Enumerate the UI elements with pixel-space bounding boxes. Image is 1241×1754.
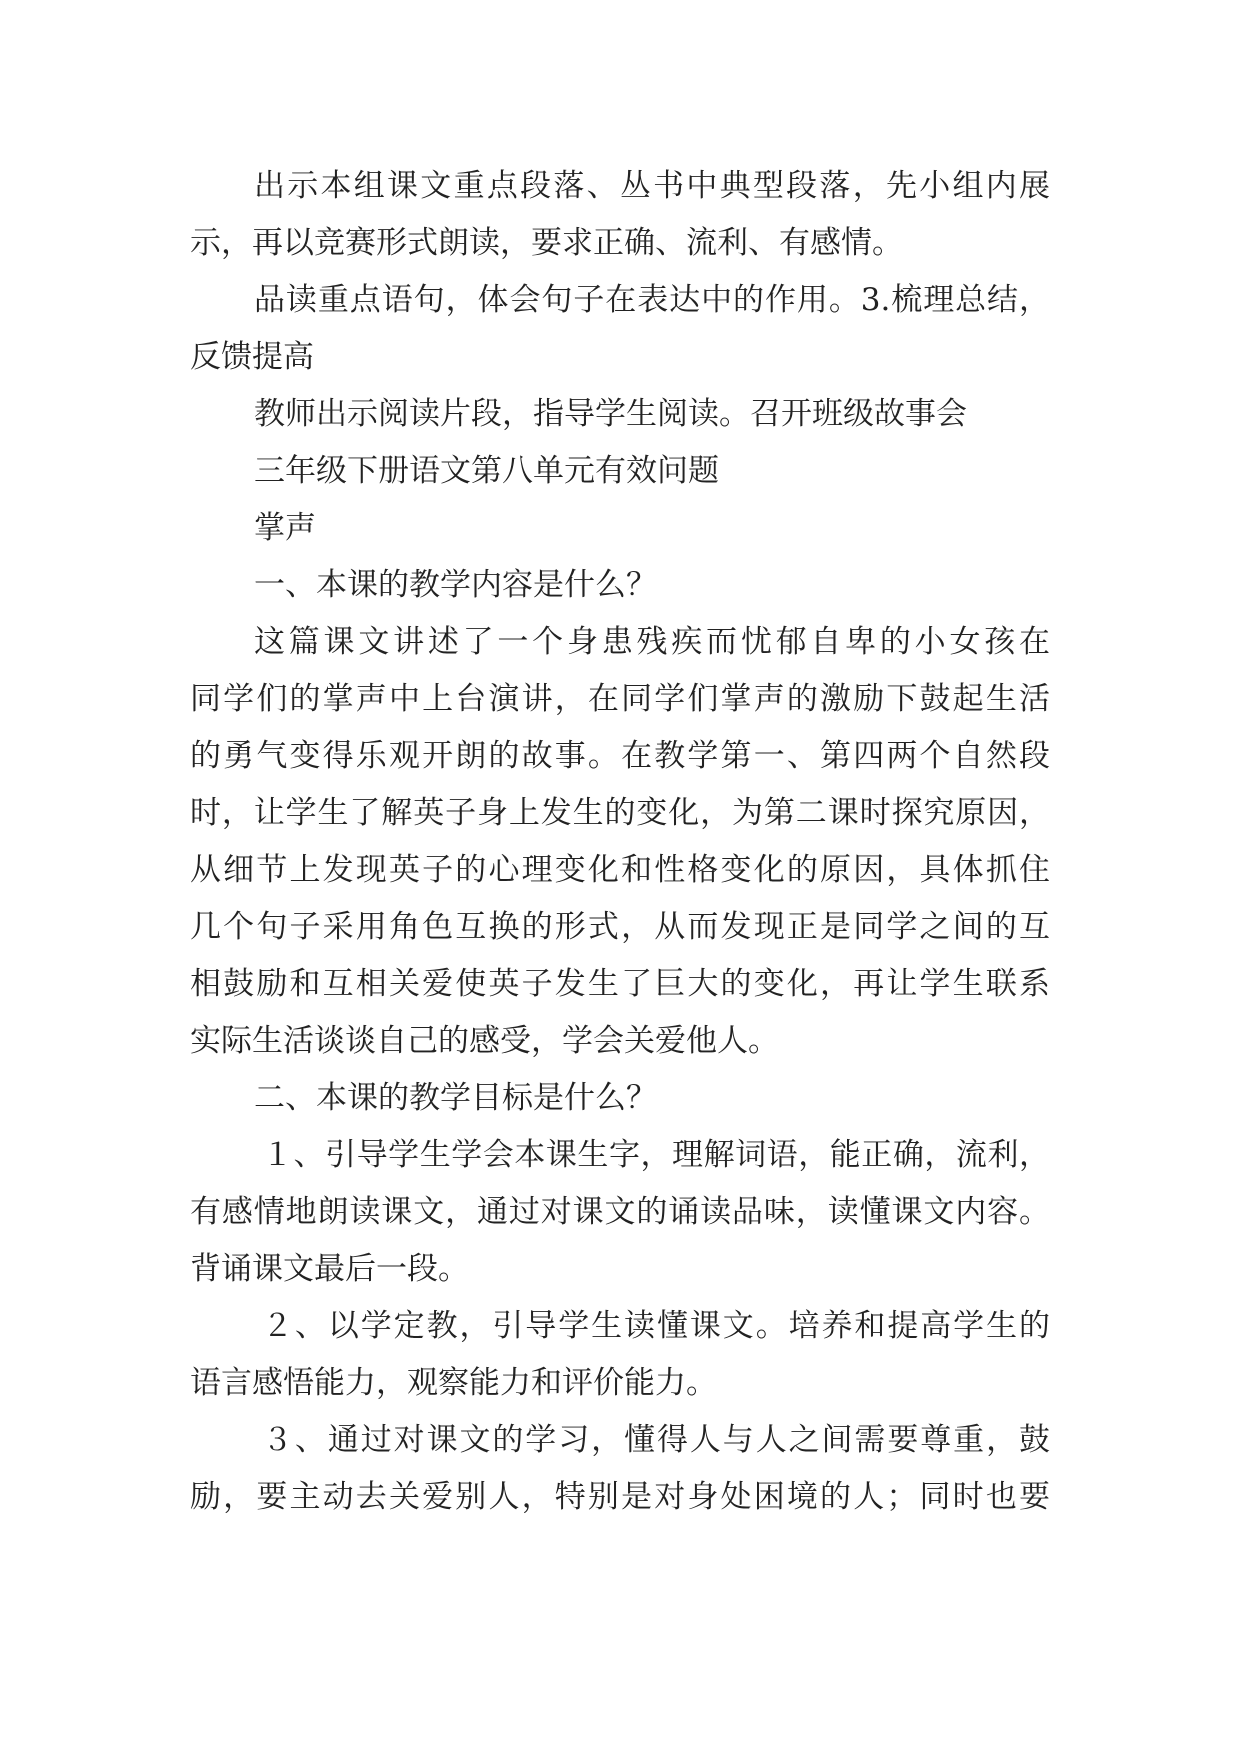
paragraph-line: 示，再以竞赛形式朗读，要求正确、流利、有感情。 xyxy=(190,225,903,261)
paragraph-line: 几个句子采用角色互换的形式，从而发现正是同学之间的互 xyxy=(190,909,1050,945)
paragraph-line: 有感情地朗读课文，通过对课文的诵读品味，读懂课文内容。 xyxy=(190,1194,1050,1230)
paragraph-line: 相鼓励和互相关爱使英子发生了巨大的变化，再让学生联系 xyxy=(190,966,1050,1002)
paragraph-line: 实际生活谈谈自己的感受，学会关爱他人。 xyxy=(190,1023,779,1059)
paragraph-line: 同学们的掌声中上台演讲，在同学们掌声的激励下鼓起生活 xyxy=(190,681,1050,717)
paragraph-line: 出示本组课文重点段落、丛书中典型段落，先小组内展 xyxy=(254,168,1050,204)
paragraph-line: 反馈提高 xyxy=(190,339,314,375)
paragraph-line: ２、以学定教，引导学生读懂课文。培养和提高学生的 xyxy=(262,1308,1050,1344)
question-heading: 二、本课的教学目标是什么？ xyxy=(254,1080,657,1116)
lesson-title: 掌声 xyxy=(254,510,316,546)
paragraph-line: 教师出示阅读片段，指导学生阅读。召开班级故事会 xyxy=(254,396,967,432)
paragraph-line: 背诵课文最后一段。 xyxy=(190,1251,469,1287)
paragraph-line: 的勇气变得乐观开朗的故事。在教学第一、第四两个自然段 xyxy=(190,738,1050,774)
paragraph-line: 语言感悟能力，观察能力和评价能力。 xyxy=(190,1365,717,1401)
section-heading: 三年级下册语文第八单元有效问题 xyxy=(254,453,719,489)
question-heading: 一、本课的教学内容是什么？ xyxy=(254,567,657,603)
paragraph-line: 时，让学生了解英子身上发生的变化，为第二课时探究原因， xyxy=(190,795,1050,831)
paragraph-line: 励，要主动去关爱别人，特别是对身处困境的人；同时也要 xyxy=(190,1479,1050,1515)
paragraph-line: 从细节上发现英子的心理变化和性格变化的原因，具体抓住 xyxy=(190,852,1050,888)
paragraph-line: 这篇课文讲述了一个身患残疾而忧郁自卑的小女孩在 xyxy=(254,624,1050,660)
paragraph-line: 品读重点语句，体会句子在表达中的作用。3.梳理总结， xyxy=(254,282,1050,318)
paragraph-line: １、引导学生学会本课生字，理解词语，能正确，流利， xyxy=(262,1137,1050,1173)
paragraph-line: ３、通过对课文的学习，懂得人与人之间需要尊重，鼓 xyxy=(262,1422,1050,1458)
